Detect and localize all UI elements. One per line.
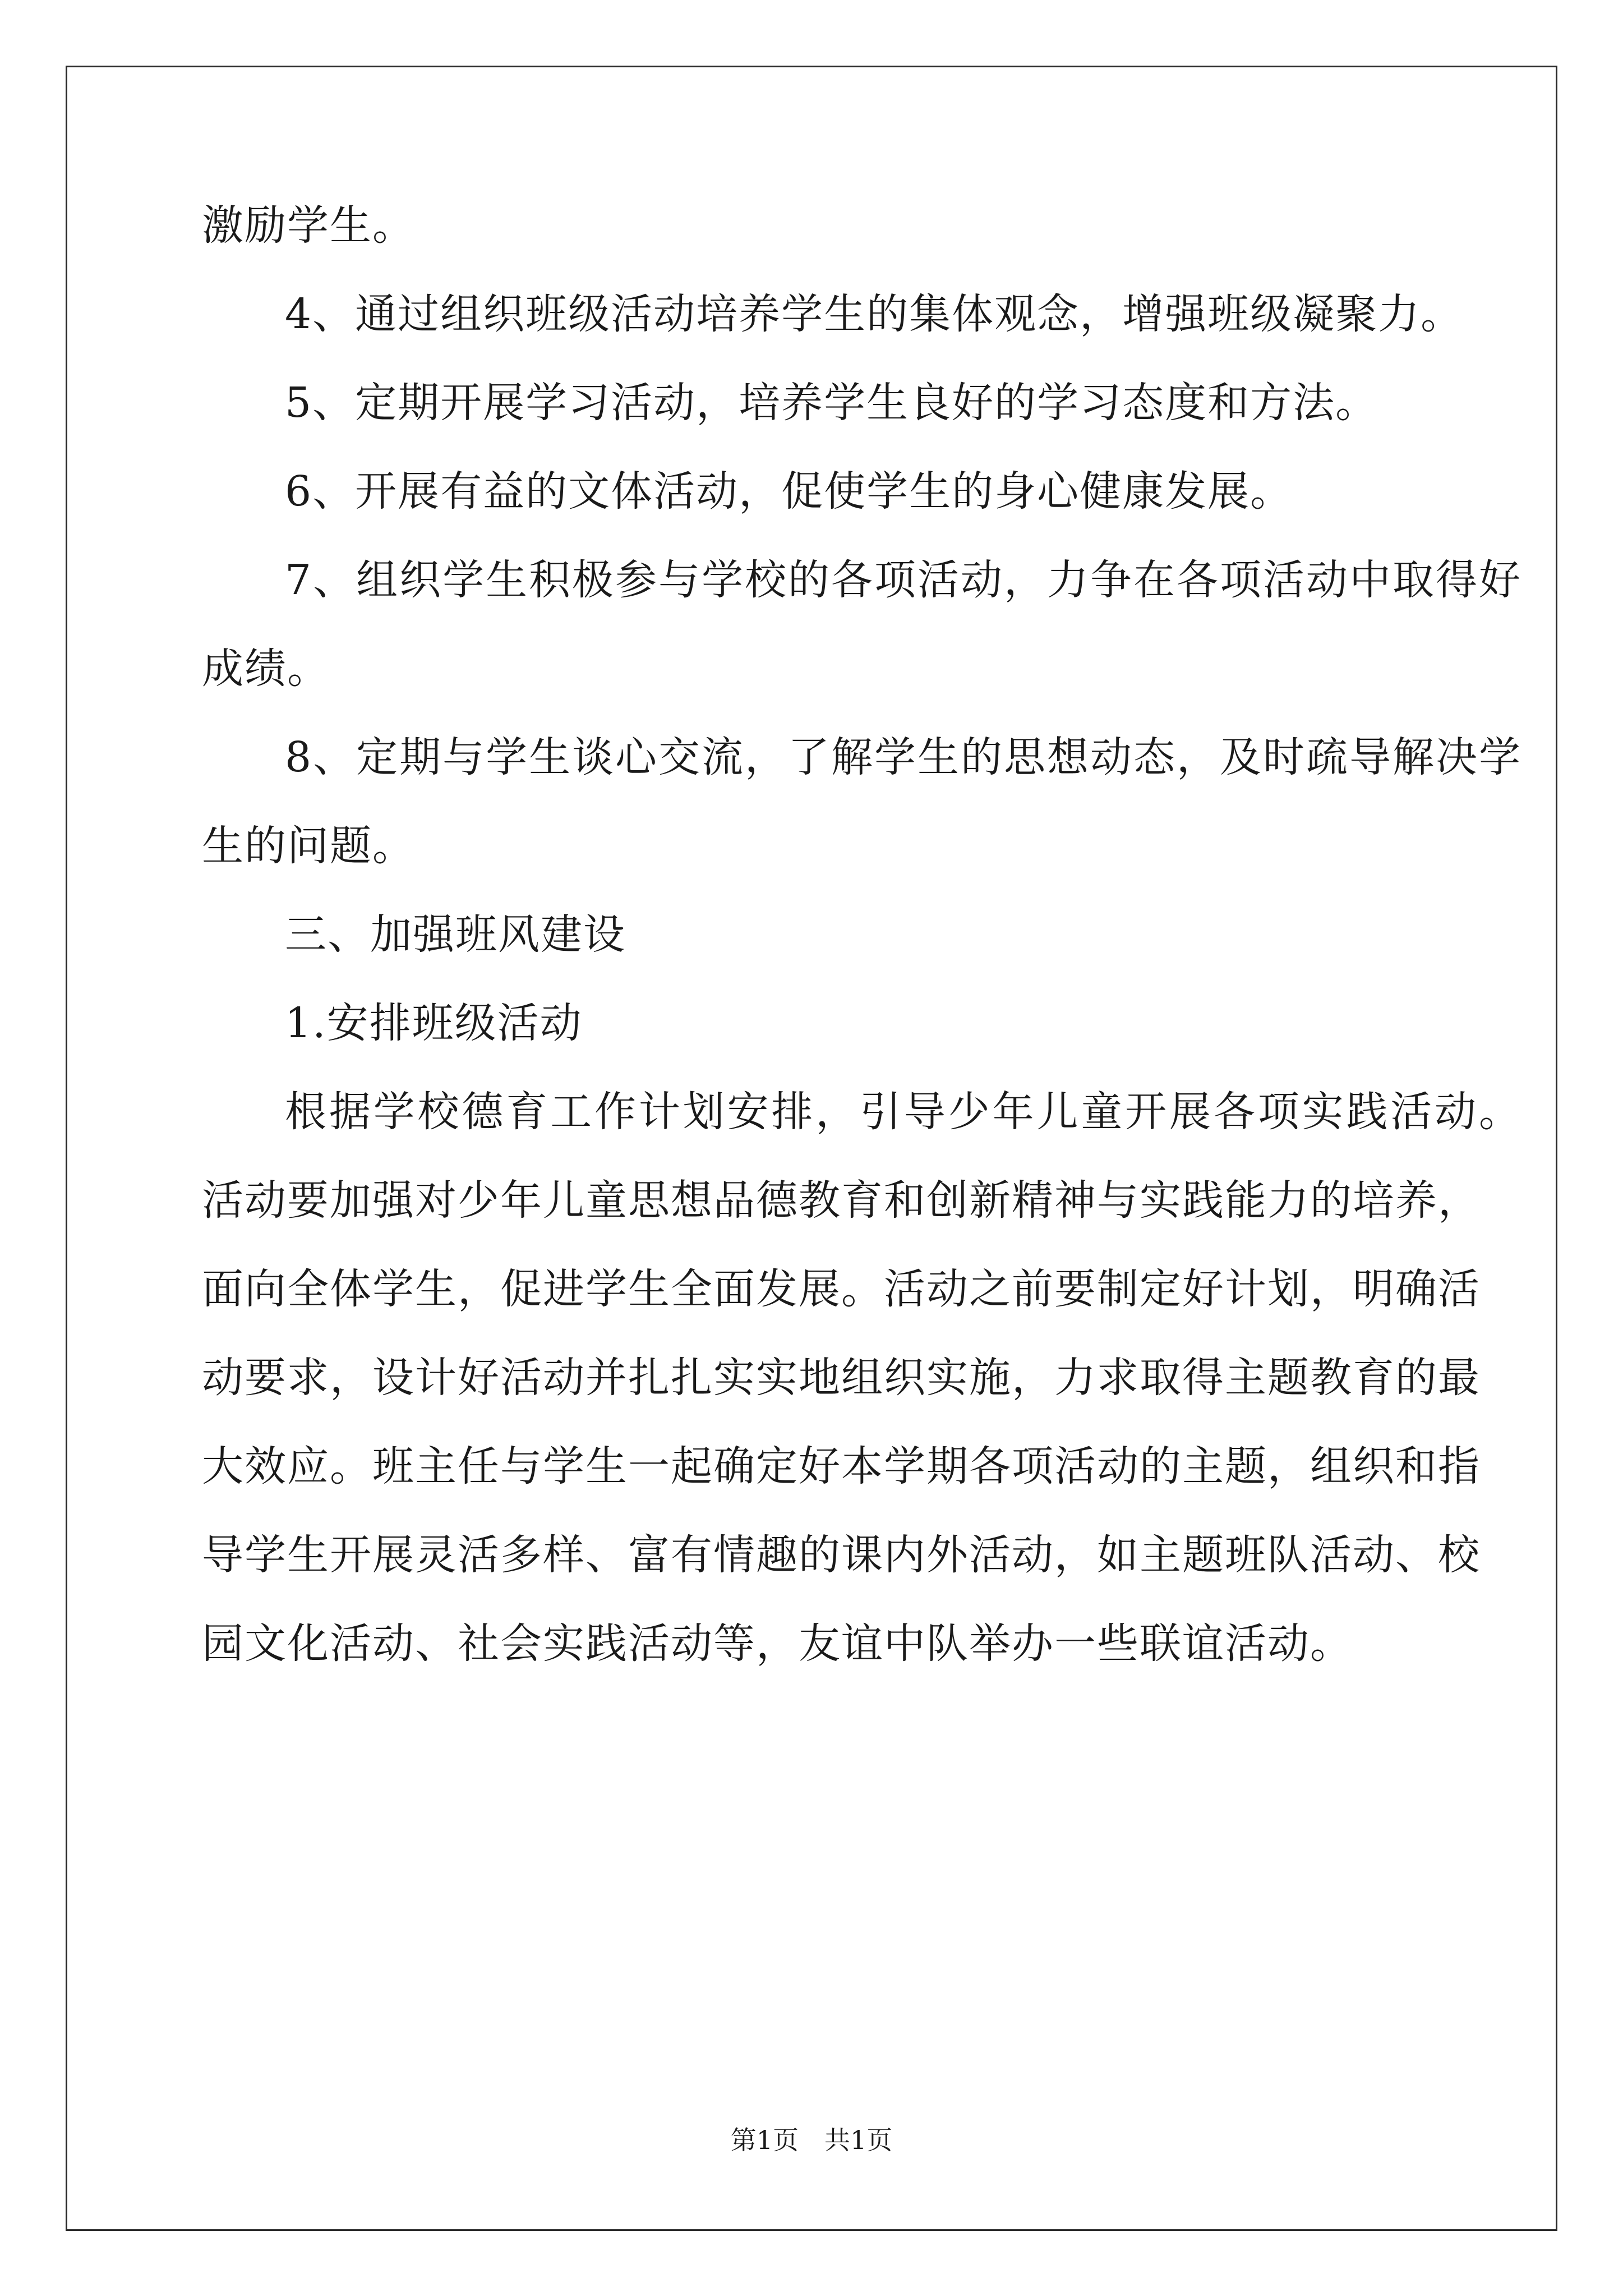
text-line: 4、通过组织班级活动培养学生的集体观念，增强班级凝聚力。: [285, 290, 1464, 338]
text-line: 6、开展有益的文体活动，促使学生的身心健康发展。: [285, 467, 1293, 516]
text-line: 导学生开展灵活多样、富有情趣的课内外活动，如主题班队活动、校: [202, 1531, 1481, 1579]
text-line: 根据学校德育工作计划安排，引导少年儿童开展各项实践活动。: [285, 1088, 1521, 1136]
text-line: 成绩。: [202, 645, 330, 693]
text-line: 园文化活动、社会实践活动等，友谊中队举办一些联谊活动。: [202, 1619, 1353, 1668]
text-line: 5、定期开展学习活动，培养学生良好的学习态度和方法。: [285, 379, 1378, 427]
text-line: 激励学生。: [202, 201, 415, 250]
text-line: 大效应。班主任与学生一起确定好本学期各项活动的主题，组织和指: [202, 1442, 1481, 1490]
text-line: 生的问题。: [202, 822, 415, 870]
subsection-heading: 1.安排班级活动: [285, 999, 583, 1047]
text-line: 7、组织学生积极参与学校的各项活动，力争在各项活动中取得好: [285, 556, 1521, 604]
text-line: 动要求，设计好活动并扎扎实实地组织实施，力求取得主题教育的最: [202, 1354, 1481, 1402]
text-line: 活动要加强对少年儿童思想品德教育和创新精神与实践能力的培养，: [202, 1176, 1481, 1225]
section-heading: 三、加强班风建设: [285, 910, 626, 959]
page-number: 第1页 共1页: [730, 2125, 893, 2155]
text-line: 面向全体学生，促进学生全面发展。活动之前要制定好计划，明确活: [202, 1265, 1481, 1313]
text-line: 8、定期与学生谈心交流，了解学生的思想动态，及时疏导解决学: [285, 733, 1521, 781]
